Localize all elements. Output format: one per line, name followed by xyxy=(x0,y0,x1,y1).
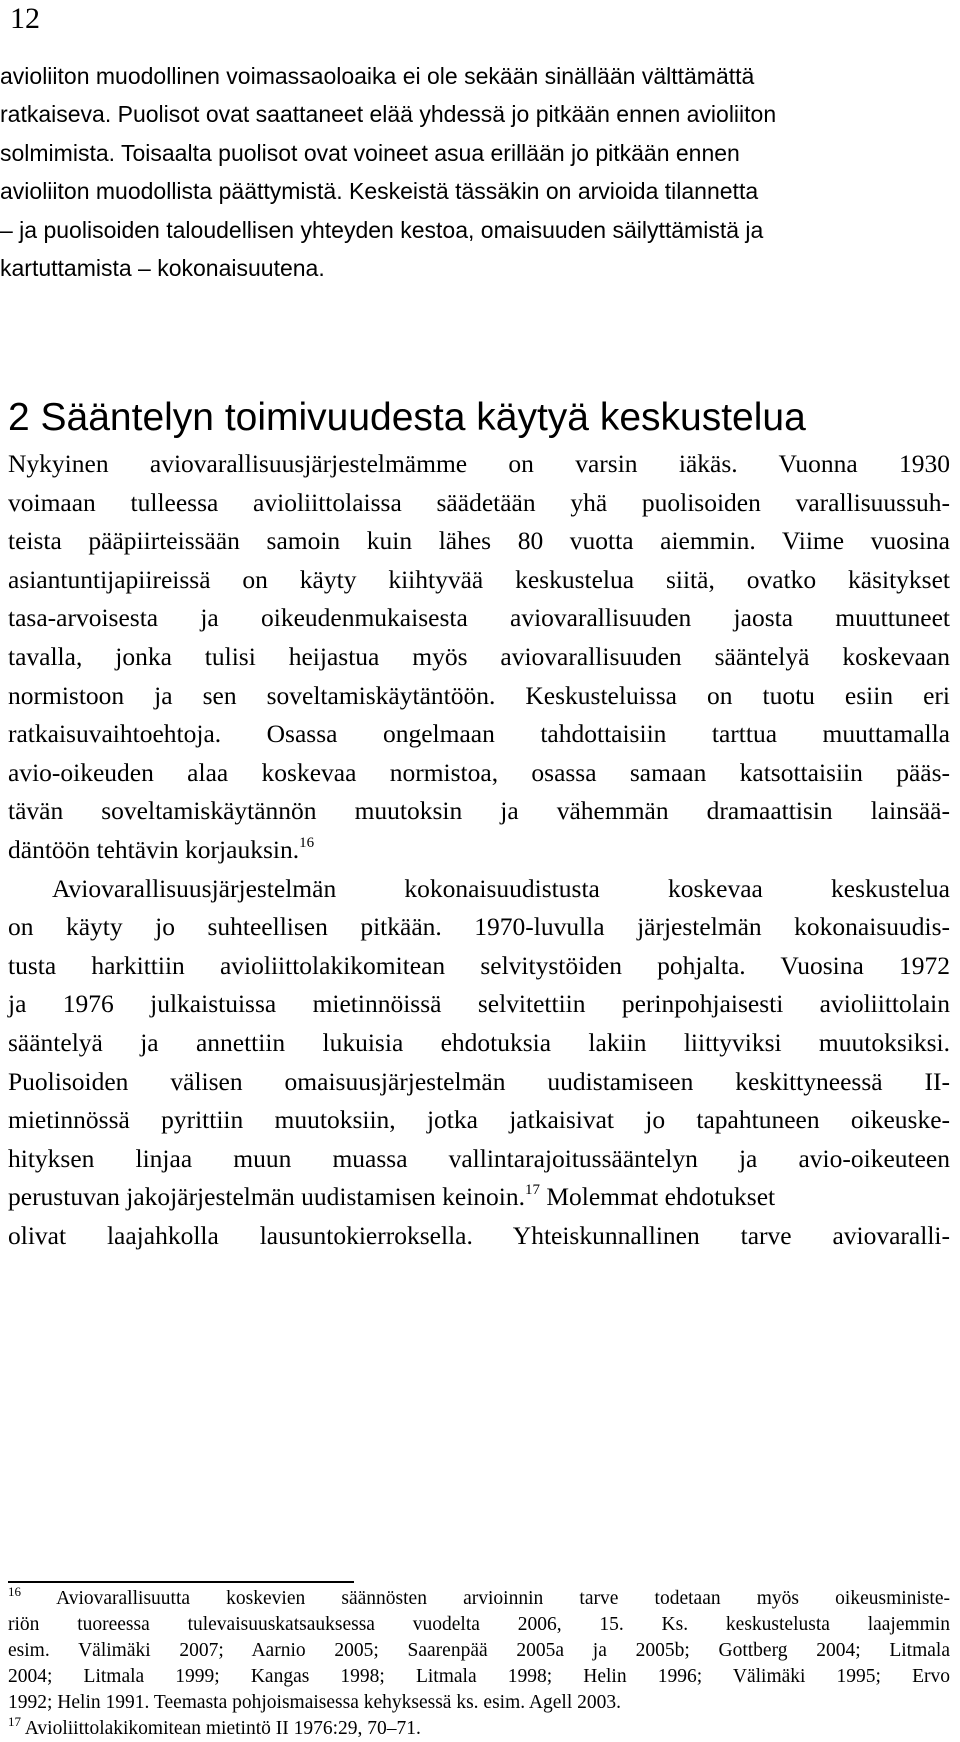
text-line: tavalla, jonka tulisi heijastua myös aviovarallisuuden sääntelyä koskevaan xyxy=(8,641,950,671)
text-line: ratkaisuvaihtoehtoja. Osassa ongelmaan tahdottaisiin tarttua muuttamalla xyxy=(8,719,950,749)
footnote-reference-17[interactable]: 17 xyxy=(524,1182,540,1199)
text-span: däntöön tehtävin korjauksin. xyxy=(8,834,300,864)
text-line: tusta harkittiin avioliittolakikomitean selvitystöiden pohjalta. Vuosina 1972 xyxy=(8,950,950,980)
text-line: on käyty jo suhteellisen pitkään. 1970-luvulla järjestelmän kokonaisuudis- xyxy=(8,912,950,942)
text-span: Molemmat ehdotukset xyxy=(539,1182,776,1212)
page-number: 12 xyxy=(10,2,40,35)
text-line: hityksen linjaa muun muassa vallintarajoitussääntelyn ja avio-oikeuteen xyxy=(8,1143,950,1173)
text-line: teista pääpiirteissään samoin kuin lähes 80 vuotta aiemmin. Viime vuosina xyxy=(8,526,950,556)
text-line: tävän soveltamiskäytännön muutoksin ja vähemmän dramaattisin lainsää- xyxy=(8,796,950,826)
footnote-text-line: 2004; Litmala 1999; Kangas 1998; Litmala 1998; Helin 1996; Välimäki 1995; Ervo xyxy=(8,1666,950,1687)
text-line: ratkaiseva. Puolisot ovat saattaneet elää yhdessä jo pitkään ennen avioliiton xyxy=(0,101,777,128)
footnote-text-line: 1992; Helin 1991. Teemasta pohjoismaisessa kehyksessä ks. esim. Agell 2003. xyxy=(8,1692,621,1713)
footnotes xyxy=(8,1586,950,1742)
text-line: ja 1976 julkaistuissa mietinnöissä selvitettiin perinpohjaisesti avioliittolain xyxy=(8,989,950,1019)
text-line: tasa-arvoisesta ja oikeudenmukaisesta aviovarallisuuden jaosta muuttuneet xyxy=(8,603,950,633)
footnote-number: 17 xyxy=(8,1714,21,1729)
text-line: mietinnössä pyrittiin muutoksiin, jotka jatkaisivat jo tapahtuneen oikeuske- xyxy=(8,1105,950,1135)
text-line: normistoon ja sen soveltamiskäytäntöön. Keskusteluissa on tuotu esiin eri xyxy=(8,680,950,710)
text-line: Puolisoiden välisen omaisuusjärjestelmän uudistamiseen keskittyneessä II- xyxy=(8,1066,950,1096)
text-line xyxy=(8,1178,950,1217)
footnote-text-line: riön tuoreessa tulevaisuuskatsauksessa vuodelta 2006, 15. Ks. keskustelusta laajemmin xyxy=(8,1614,950,1635)
text-line: olivat laajahkolla lausuntokierroksella. Yhteiskunnallinen tarve aviovaralli- xyxy=(8,1220,950,1250)
intro-paragraph xyxy=(0,57,952,287)
footnote-17 xyxy=(8,1716,950,1742)
footnote-number: 16 xyxy=(8,1584,21,1599)
text-line: Nykyinen aviovarallisuusjärjestelmämme on varsin iäkäs. Vuonna 1930 xyxy=(8,449,950,478)
text-line: asiantuntijapiireissä on käyty kiihtyvää keskustelua siitä, ovatko käsitykset xyxy=(8,564,950,594)
footnote-16 xyxy=(8,1586,950,1612)
text-line: sääntelyä ja annettiin lukuisia ehdotuksia lakiin liittyviksi muutoksiksi. xyxy=(8,1027,950,1057)
footnote-reference-16[interactable]: 16 xyxy=(299,834,315,851)
text-span: perustuvan jakojärjestelmän uudistamisen keinoin. xyxy=(8,1182,525,1212)
text-line: – ja puolisoiden taloudellisen yhteyden kestoa, omaisuuden säilyttämistä ja xyxy=(0,216,764,243)
text-line: avio-oikeuden alaa koskevaa normistoa, osassa samaan katsottaisiin pääs- xyxy=(8,757,950,787)
footnote-text: Avioliittolakikomitean mietintö II 1976:29, 70–71. xyxy=(21,1718,421,1739)
text-line: kartuttamista – kokonaisuutena. xyxy=(0,254,325,281)
text-line: avioliiton muodollinen voimassaoloaika ei ole sekään sinällään välttämättä xyxy=(0,63,755,89)
footnote-divider xyxy=(8,1581,354,1583)
text-line: avioliiton muodollista päättymistä. Keskeistä tässäkin on arvioida tilannetta xyxy=(0,178,759,205)
footnote-text: Aviovarallisuutta koskevien säännösten arvioinnin tarve todetaan myös oikeusministe- xyxy=(21,1588,950,1609)
text-line: Aviovarallisuusjärjestelmän kokonaisuudistusta koskevaa keskustelua xyxy=(52,873,950,903)
text-line: solmimista. Toisaalta puolisot ovat voineet asua erillään jo pitkään ennen xyxy=(0,139,740,166)
body-text xyxy=(8,445,950,1255)
footnote-text-line: esim. Välimäki 2007; Aarnio 2005; Saarenpää 2005a ja 2005b; Gottberg 2004; Litmala xyxy=(8,1640,950,1661)
section-heading: 2 Sääntelyn toimivuudesta käytyä keskustelua xyxy=(8,396,806,439)
text-line xyxy=(8,831,950,870)
text-line: voimaan tulleessa avioliittolaissa säädetään yhä puolisoiden varallisuussuh- xyxy=(8,487,950,517)
